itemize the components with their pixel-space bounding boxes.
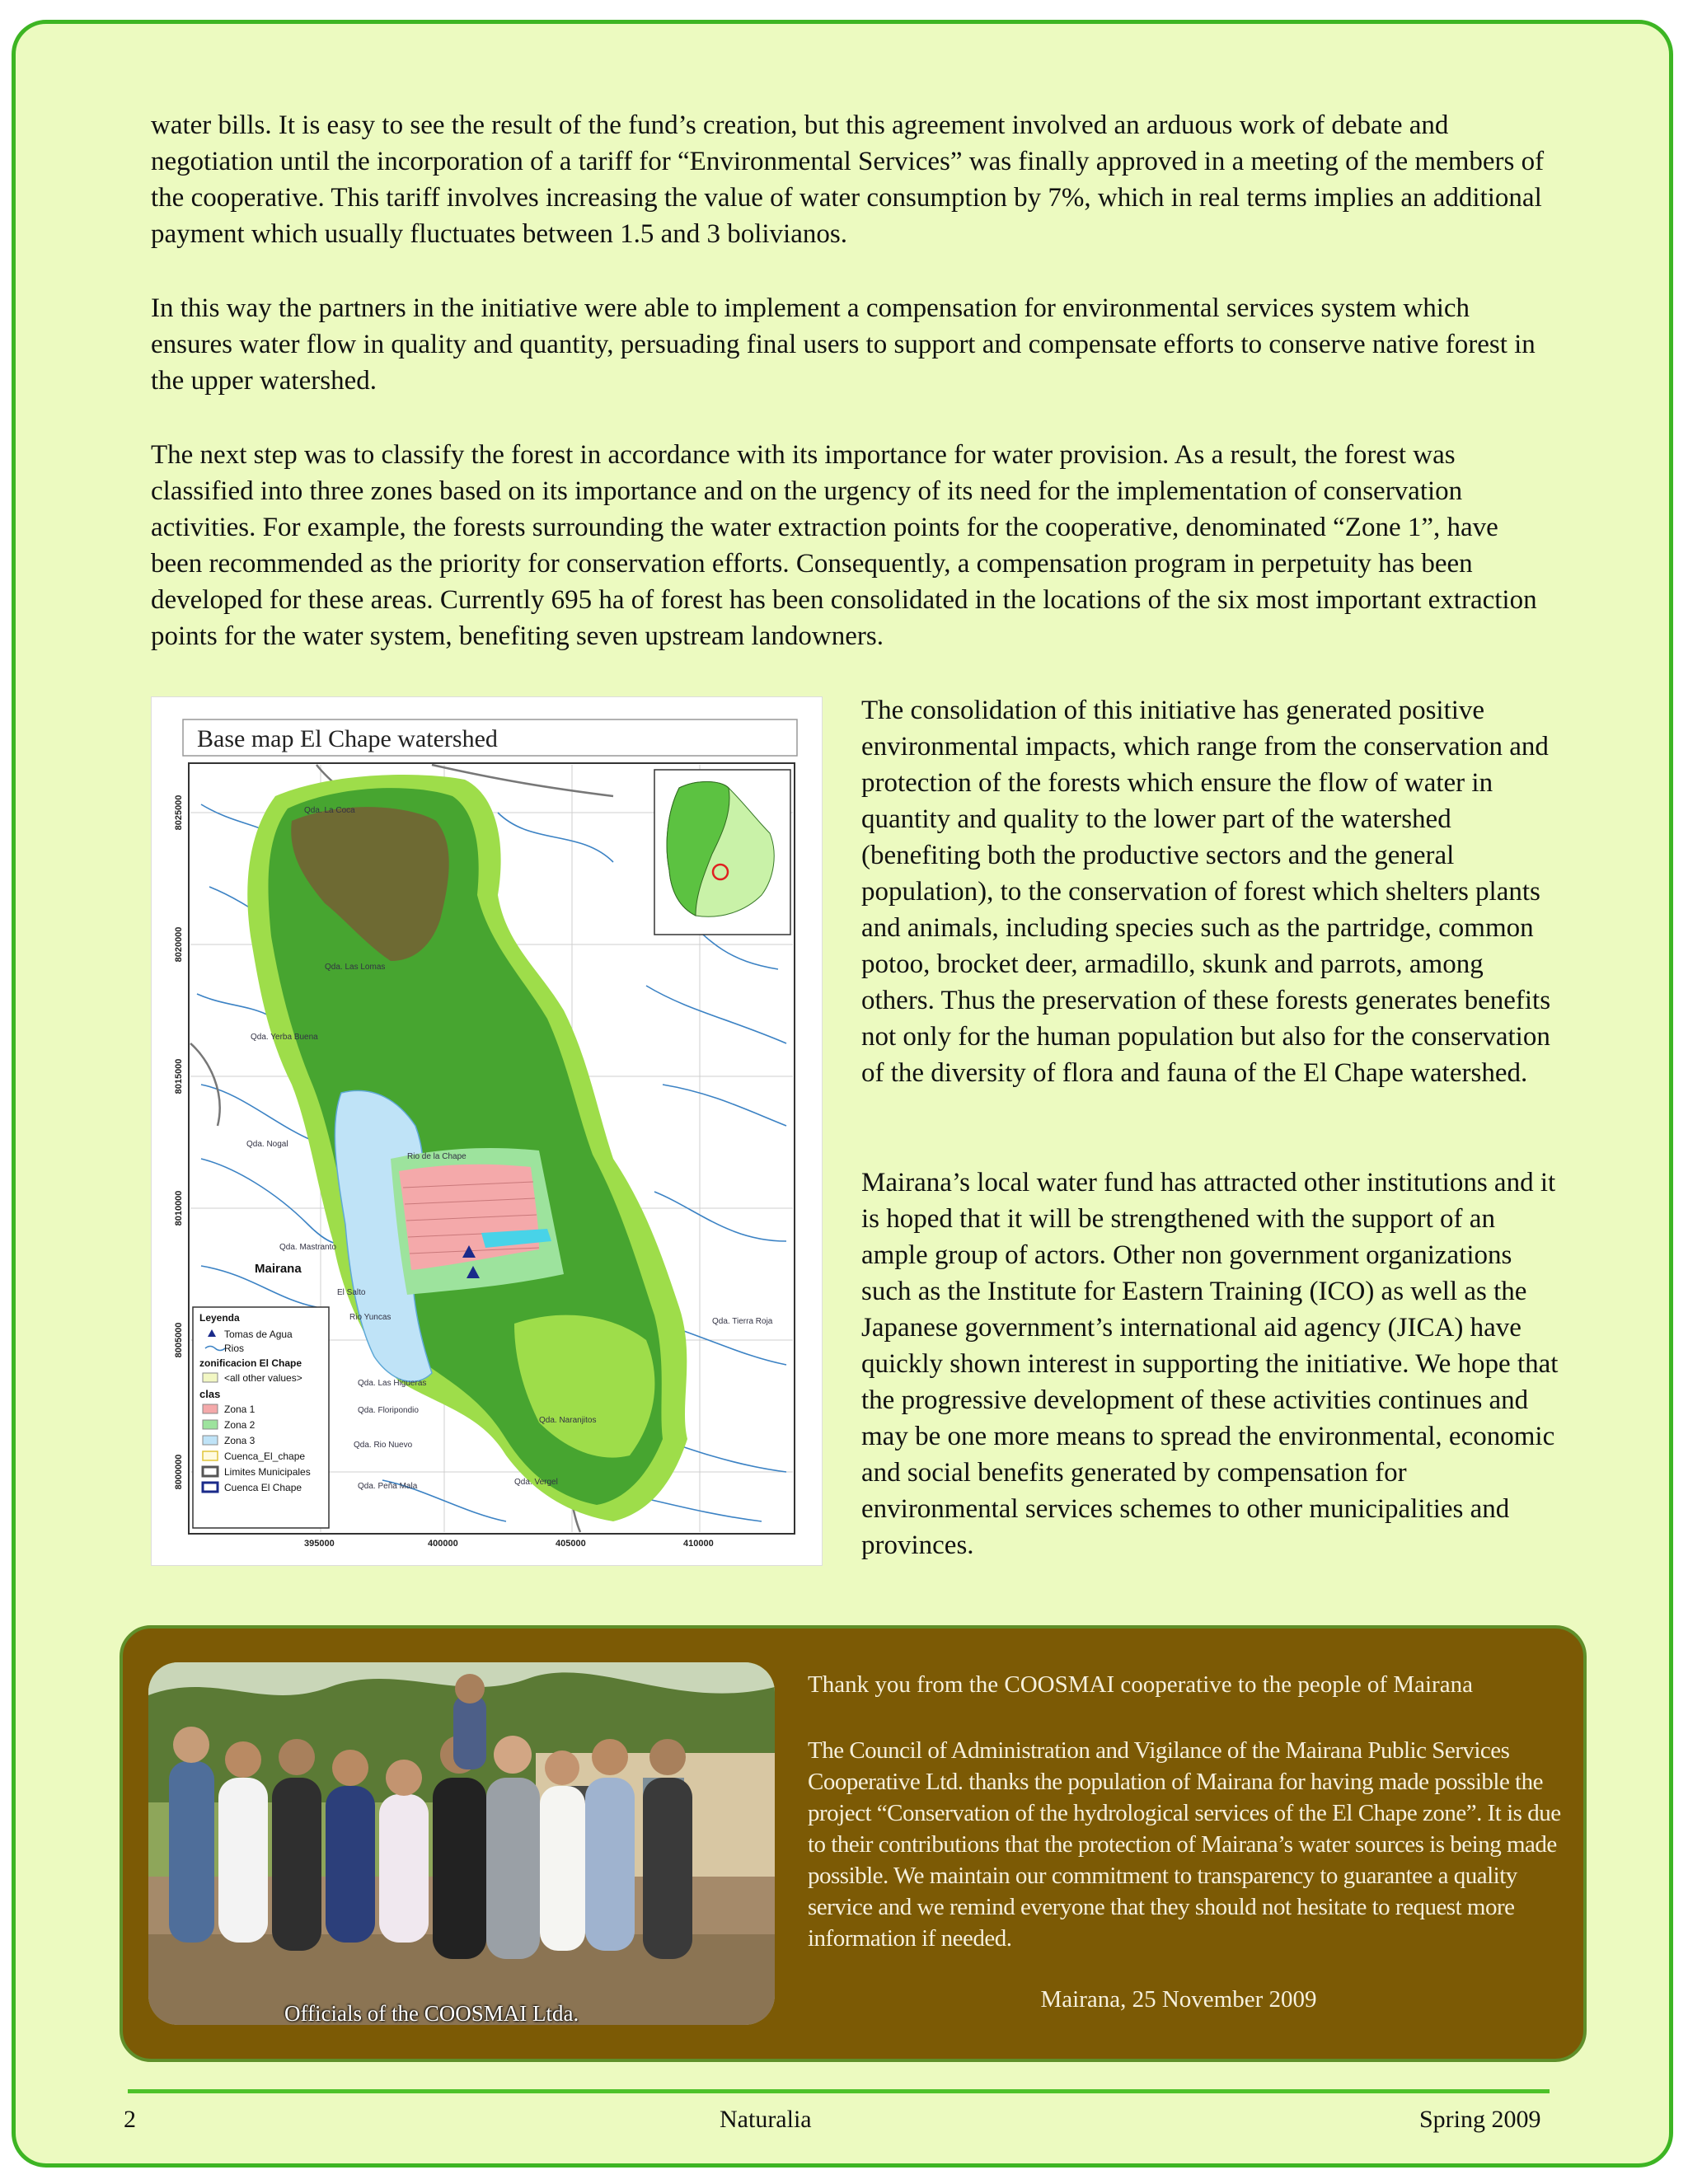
map-legend	[193, 1307, 329, 1528]
thank-you-title: Thank you from the COOSMAI cooperative to the people of Mairana	[808, 1671, 1473, 1698]
legend-title: Leyenda	[199, 1312, 240, 1324]
legend-item: Zona 3	[224, 1435, 256, 1446]
magazine-name: Naturalia	[720, 2106, 812, 2133]
x-tick-label: 395000	[304, 1539, 335, 1549]
issue-date: Spring 2009	[1419, 2106, 1541, 2133]
body-paragraph-4: The consolidation of this initiative has generated positive environmental impacts, which range from the conservation and protection of the forests which ensure the flow of water in quantity and quality to the lower part of the watershed (benefiting both the productive sectors and the general population), to the conservation of forest which shelters plants and animals, including species such as the partridge, common potoo, brocket deer, armadillo, skunk and parrots, among others. Thus the preservation of these forests generates benefits not only for the human population but also for the conservation of the diversity of flora and fauna of the El Chape watershed.	[861, 696, 1551, 1088]
map-graphic	[152, 697, 823, 1566]
river-label: Qda. Tierra Roja	[712, 1317, 773, 1326]
river-label: Rio Yuncas	[349, 1313, 392, 1322]
river-label: Qda. La Coca	[304, 806, 355, 815]
bolivia-inset	[654, 770, 790, 935]
y-tick-label: 8020000	[174, 926, 184, 963]
legend-item: Tomas de Agua	[224, 1329, 293, 1340]
body-paragraph-5: Mairana’s local water fund has attracted other institutions and it is hoped that it will be strengthened with the support of an ample group of actors. Other non government organizations such as the Institute for Eastern Training (ICO) as well as the Japanese government’s international aid agency (JICA) have quickly shown interest in supporting the initiative. We hope that the progressive development of these activities continues and may be one more means to spread the environmental, economic and social benefits generated by compensation for environmental services schemes to other municipalities and provinces.	[861, 1168, 1559, 1560]
river-label: Qda. Rio Nuevo	[354, 1441, 413, 1450]
page-number: 2	[124, 2106, 136, 2133]
map-title: Base map El Chape watershed	[197, 725, 498, 752]
legend-item: Zona 2	[224, 1419, 256, 1431]
river-label: Qda. Floripondio	[358, 1406, 419, 1415]
x-tick-label: 410000	[683, 1539, 714, 1549]
x-tick-label: 400000	[428, 1539, 458, 1549]
y-tick-label: 8010000	[174, 1190, 184, 1226]
river-label: Qda. Naranjitos	[539, 1416, 597, 1425]
river-label: El Salto	[337, 1288, 366, 1297]
legend-item: Rios	[224, 1343, 245, 1354]
river-label: Qda. Nogal	[246, 1140, 288, 1149]
y-tick-label: 8015000	[174, 1058, 184, 1094]
watershed-map	[151, 696, 823, 1566]
river-label: Qda. Vergel	[514, 1478, 558, 1487]
map-town-label: Mairana	[255, 1262, 302, 1276]
legend-item: <all other values>	[224, 1372, 302, 1384]
body-paragraph-2: In this way the partners in the initiative were able to implement a compensation for environmental services system which ensures water flow in quality and quantity, persuading final users to support and compensate efforts to conserve native forest in the upper watershed.	[151, 293, 1536, 396]
body-paragraph-3: The next step was to classify the forest in accordance with its importance for water provision. As a result, the forest was classified into three zones based on its importance and on the urgency of its need for the implementation of conservation activities. For example, the forests surrounding the water extraction points for the cooperative, denominated “Zone 1”, have been recommended as the priority for conservation efforts. Consequently, a compensation program in perpetuity has been developed for these areas. Currently 695 ha of forest has been consolidated in the locations of the six most important extraction points for the water system, benefiting seven upstream landowners.	[151, 440, 1537, 651]
thank-you-body: The Council of Administration and Vigilance of the Mairana Public Services Cooperative Ltd. thanks the population of Mairana for having made possible the project “Conservation of the hydrological services of the El Chape zone”. It is due to their contributions that the protection of Mairana’s water sources is being made possible. We maintain our commitment to transparency to guarantee a quality service and we remind everyone that they should not hesitate to request more information if needed.	[808, 1737, 1561, 1952]
river-label: Qda. Mastranto	[279, 1243, 336, 1252]
y-tick-label: 8025000	[174, 794, 184, 831]
river-label: Qda. Las Lomas	[325, 963, 386, 972]
river-label: Qda. Las Higueras	[358, 1379, 427, 1388]
thank-you-date: Mairana, 25 November 2009	[1040, 1986, 1317, 2013]
river-label: Rio de la Chape	[407, 1152, 467, 1161]
legend-item: Cuenca_El_chape	[224, 1451, 306, 1462]
legend-item: Zona 1	[224, 1404, 256, 1415]
legend-zonificacion: zonificacion El Chape	[199, 1357, 302, 1369]
legend-item: Limites Municipales	[224, 1466, 311, 1478]
body-paragraph-1: water bills. It is easy to see the result of the fund’s creation, but this agreement involved an arduous work of debate and negotiation until the incorporation of a tariff for “Environmental Services” was finally approved in a meeting of the members of the cooperative. This tariff involves increasing the value of water consumption by 7%, which in real terms implies an additional payment which usually fluctuates between 1.5 and 3 bolivianos.	[151, 110, 1545, 249]
legend-clas: clas	[199, 1388, 221, 1400]
y-tick-label: 8000000	[174, 1454, 184, 1490]
x-tick-label: 405000	[556, 1539, 586, 1549]
photo-caption: Officials of the COOSMAI Ltda.	[284, 2001, 579, 2026]
footer-divider	[128, 2089, 1550, 2093]
legend-item: Cuenca El Chape	[224, 1482, 302, 1493]
river-label: Qda. Peña Mala	[358, 1482, 418, 1491]
y-tick-label: 8005000	[174, 1322, 184, 1358]
river-label: Qda. Yerba Buena	[251, 1033, 318, 1042]
officials-photo	[148, 1662, 775, 2025]
